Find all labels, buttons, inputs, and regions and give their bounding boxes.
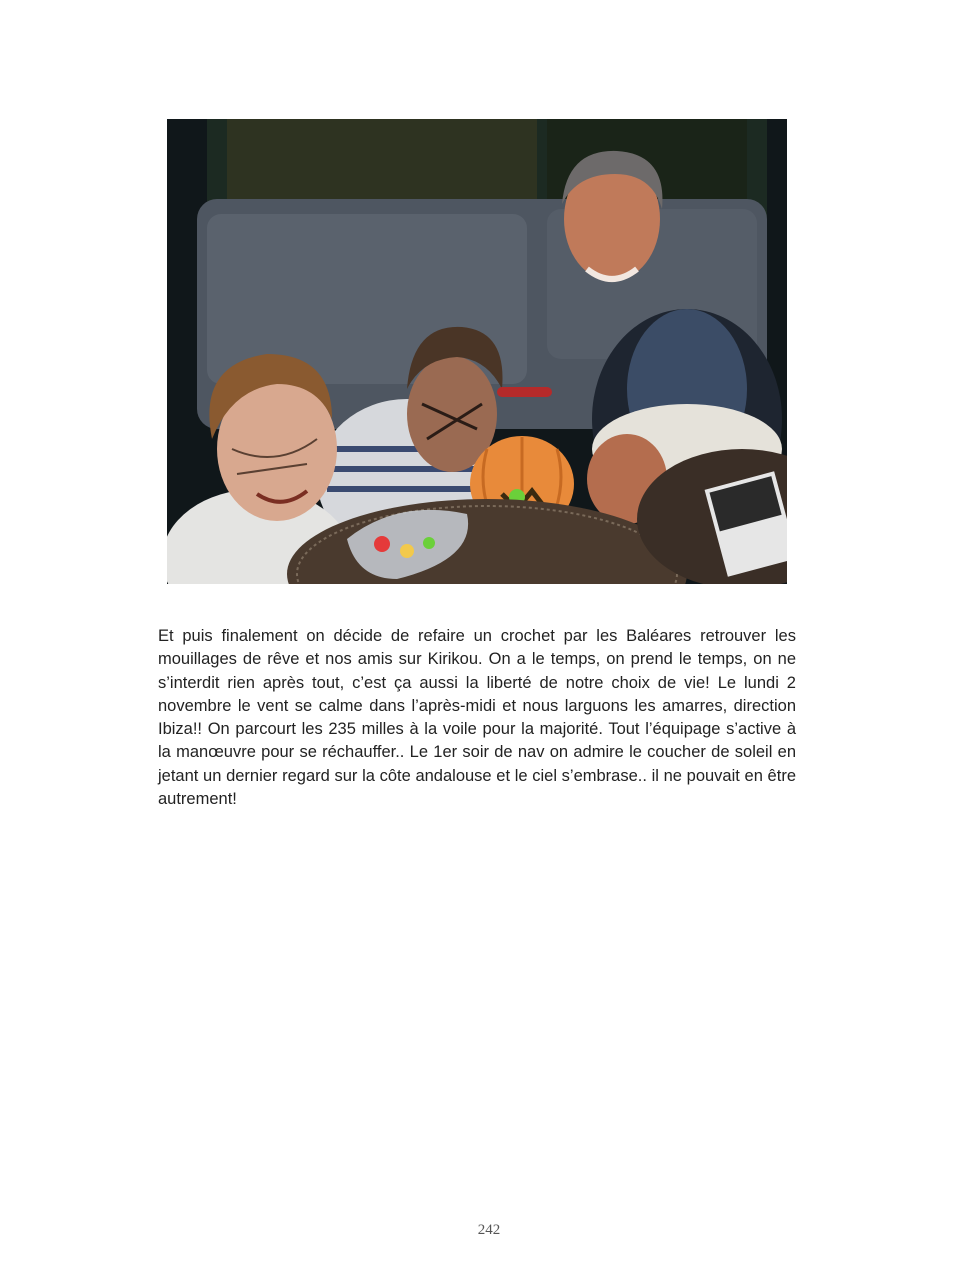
- candy-1: [374, 536, 390, 552]
- candy-3: [423, 537, 435, 549]
- candy-2: [400, 544, 414, 558]
- body-paragraph: Et puis finalement on décide de refaire un crochet par les Baléares retrouver les mouillages de rêve et nos amis sur Kirikou. On a le temps, on prend le temps, on ne s’interdit rien après tout, c’est ça aussi la liberté de notre choix de vie! Le lundi 2 novembre le vent se calme dans l’après-midi et nous larguons les amarres, direction Ibiza!! On parcourt les 235 milles à la voile pour la majorité. Tout l’équipage s’active à la manœuvre pour se réchauffer.. Le 1er soir de nav on admire le coucher de soleil en jetant un dernier regard sur la côte andalouse et le ciel s’embrase.. il ne pouvait en être autrement!: [158, 627, 796, 809]
- red-rod: [497, 387, 552, 397]
- halloween-photo: [167, 119, 787, 584]
- page-number: 242: [477, 1222, 501, 1238]
